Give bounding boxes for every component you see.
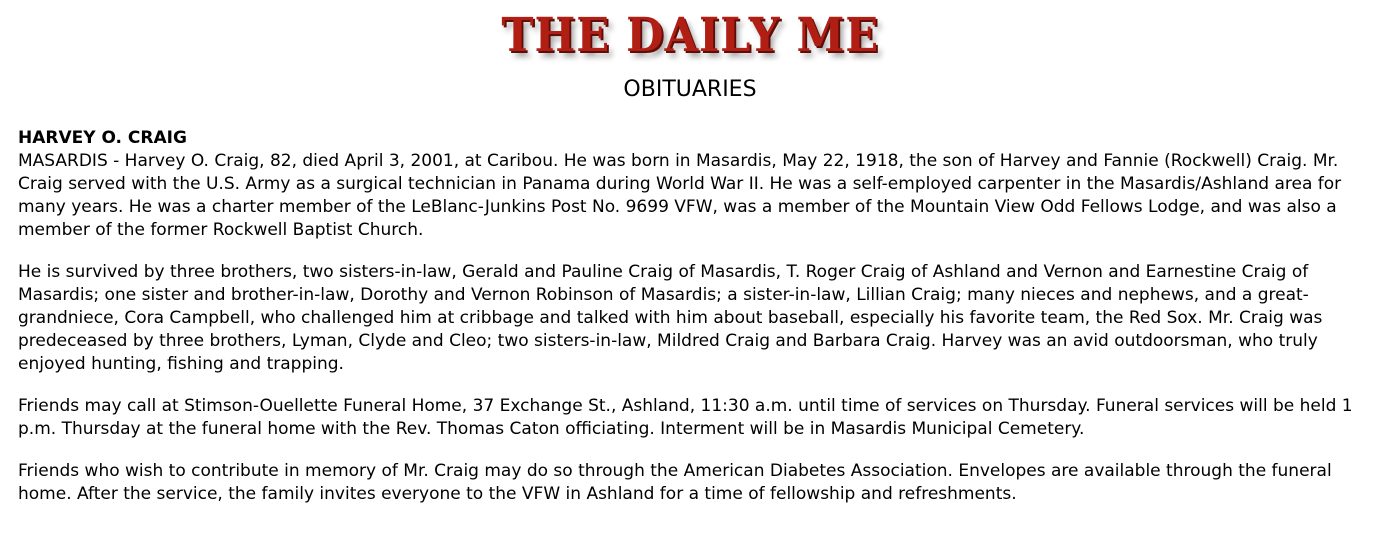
obituary-article [18, 127, 1363, 525]
masthead-logo: THE DAILY ME [501, 8, 879, 63]
obituary-paragraph: Friends may call at Stimson-Ouellette Funeral Home, 37 Exchange St., Ashland, 11:30 a.m. until time of services on Thursday. Funeral services will be held 1 p.m. Thursday at the funeral home with the Rev. Thomas Caton officiating. Interment will be in Masardis Municipal Cemetery. [18, 396, 1353, 439]
obituary-name: HARVEY O. CRAIG [18, 128, 187, 148]
obituary-paragraph: He is survived by three brothers, two sisters-in-law, Gerald and Pauline Craig of Masardis, T. Roger Craig of Ashland and Vernon and Earnestine Craig of Masardis; one sister and brother-in-law, Dorothy and Vernon Robinson of Masardis; a sister-in-law, Lillian Craig; many nieces and nephews, and a great-grandniece, Cora Campbell, who challenged him at cribbage and talked with him about baseball, especially his favorite team, the Red Sox. Mr. Craig was predeceased by three brothers, Lyman, Clyde and Cleo; two sisters-in-law, Mildred Craig and Barbara Craig. Harvey was an avid outdoorsman, who truly enjoyed hunting, fishing and trapping. [18, 262, 1323, 374]
obituary-paragraph: MASARDIS - Harvey O. Craig, 82, died April 3, 2001, at Caribou. He was born in Masardis, May 22, 1918, the son of Harvey and Fannie (Rockwell) Craig. Mr. Craig served with the U.S. Army as a surgical technician in Panama during World War II. He was a self-employed carpenter in the Masardis/Ashland area for many years. He was a charter member of the LeBlanc-Junkins Post No. 9699 VFW, was a member of the Mountain View Odd Fellows Lodge, and was also a member of the former Rockwell Baptist Church. [18, 151, 1342, 240]
obituary-paragraph: Friends who wish to contribute in memory of Mr. Craig may do so through the American Diabetes Association. Envelopes are available through the funeral home. After the service, the family invites everyone to the VFW in Ashland for a time of fellowship and refreshments. [18, 461, 1332, 504]
section-title: OBITUARIES [623, 77, 757, 102]
masthead [0, 4, 1380, 68]
